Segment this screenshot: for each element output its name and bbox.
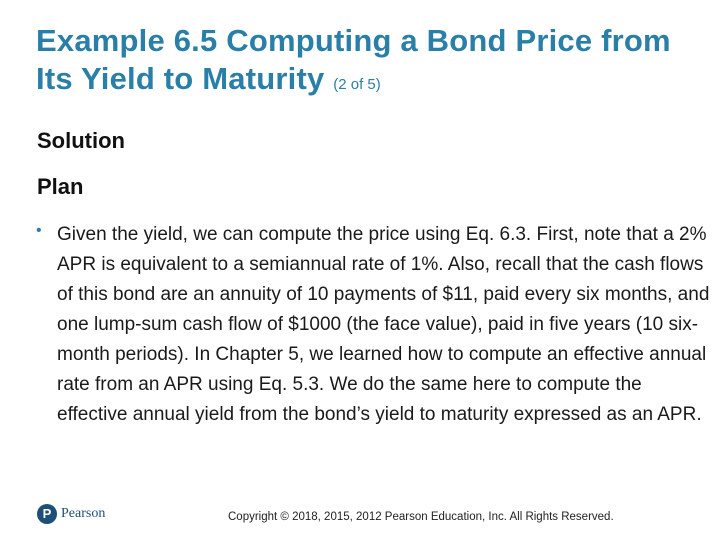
heading-plan: Plan: [37, 174, 84, 199]
slide-title: [36, 22, 706, 104]
bullet-item: [36, 220, 716, 430]
pearson-logo-text: Pearson: [61, 506, 106, 521]
title-part-indicator: (2 of 5): [333, 76, 381, 93]
pearson-logo-icon: P: [37, 504, 57, 524]
bullet-dot-icon: •: [36, 222, 42, 239]
title-main: Example 6.5 Computing a Bond Price from Its Yield to Maturity: [36, 23, 671, 96]
pearson-logo: [37, 503, 105, 525]
heading-solution: Solution: [37, 128, 125, 153]
bullet-text: Given the yield, we can compute the price using Eq. 6.3. First, note that a 2% APR is equivalent to a semiannual rate of 1%. Also, recall that the cash flows of this bond are an annuity of 10 payments of $11, paid every six months, and one lump-sum cash flow of $1000 (the face value), paid in five years (10 six-month periods). In Chapter 5, we learned how to compute an effective annual rate from an APR using Eq. 5.3. We do the same here to compute the effective annual yield from the bond’s yield to maturity expressed as an APR.: [57, 224, 710, 425]
copyright-notice: Copyright © 2018, 2015, 2012 Pearson Education, Inc. All Rights Reserved.: [228, 511, 614, 523]
